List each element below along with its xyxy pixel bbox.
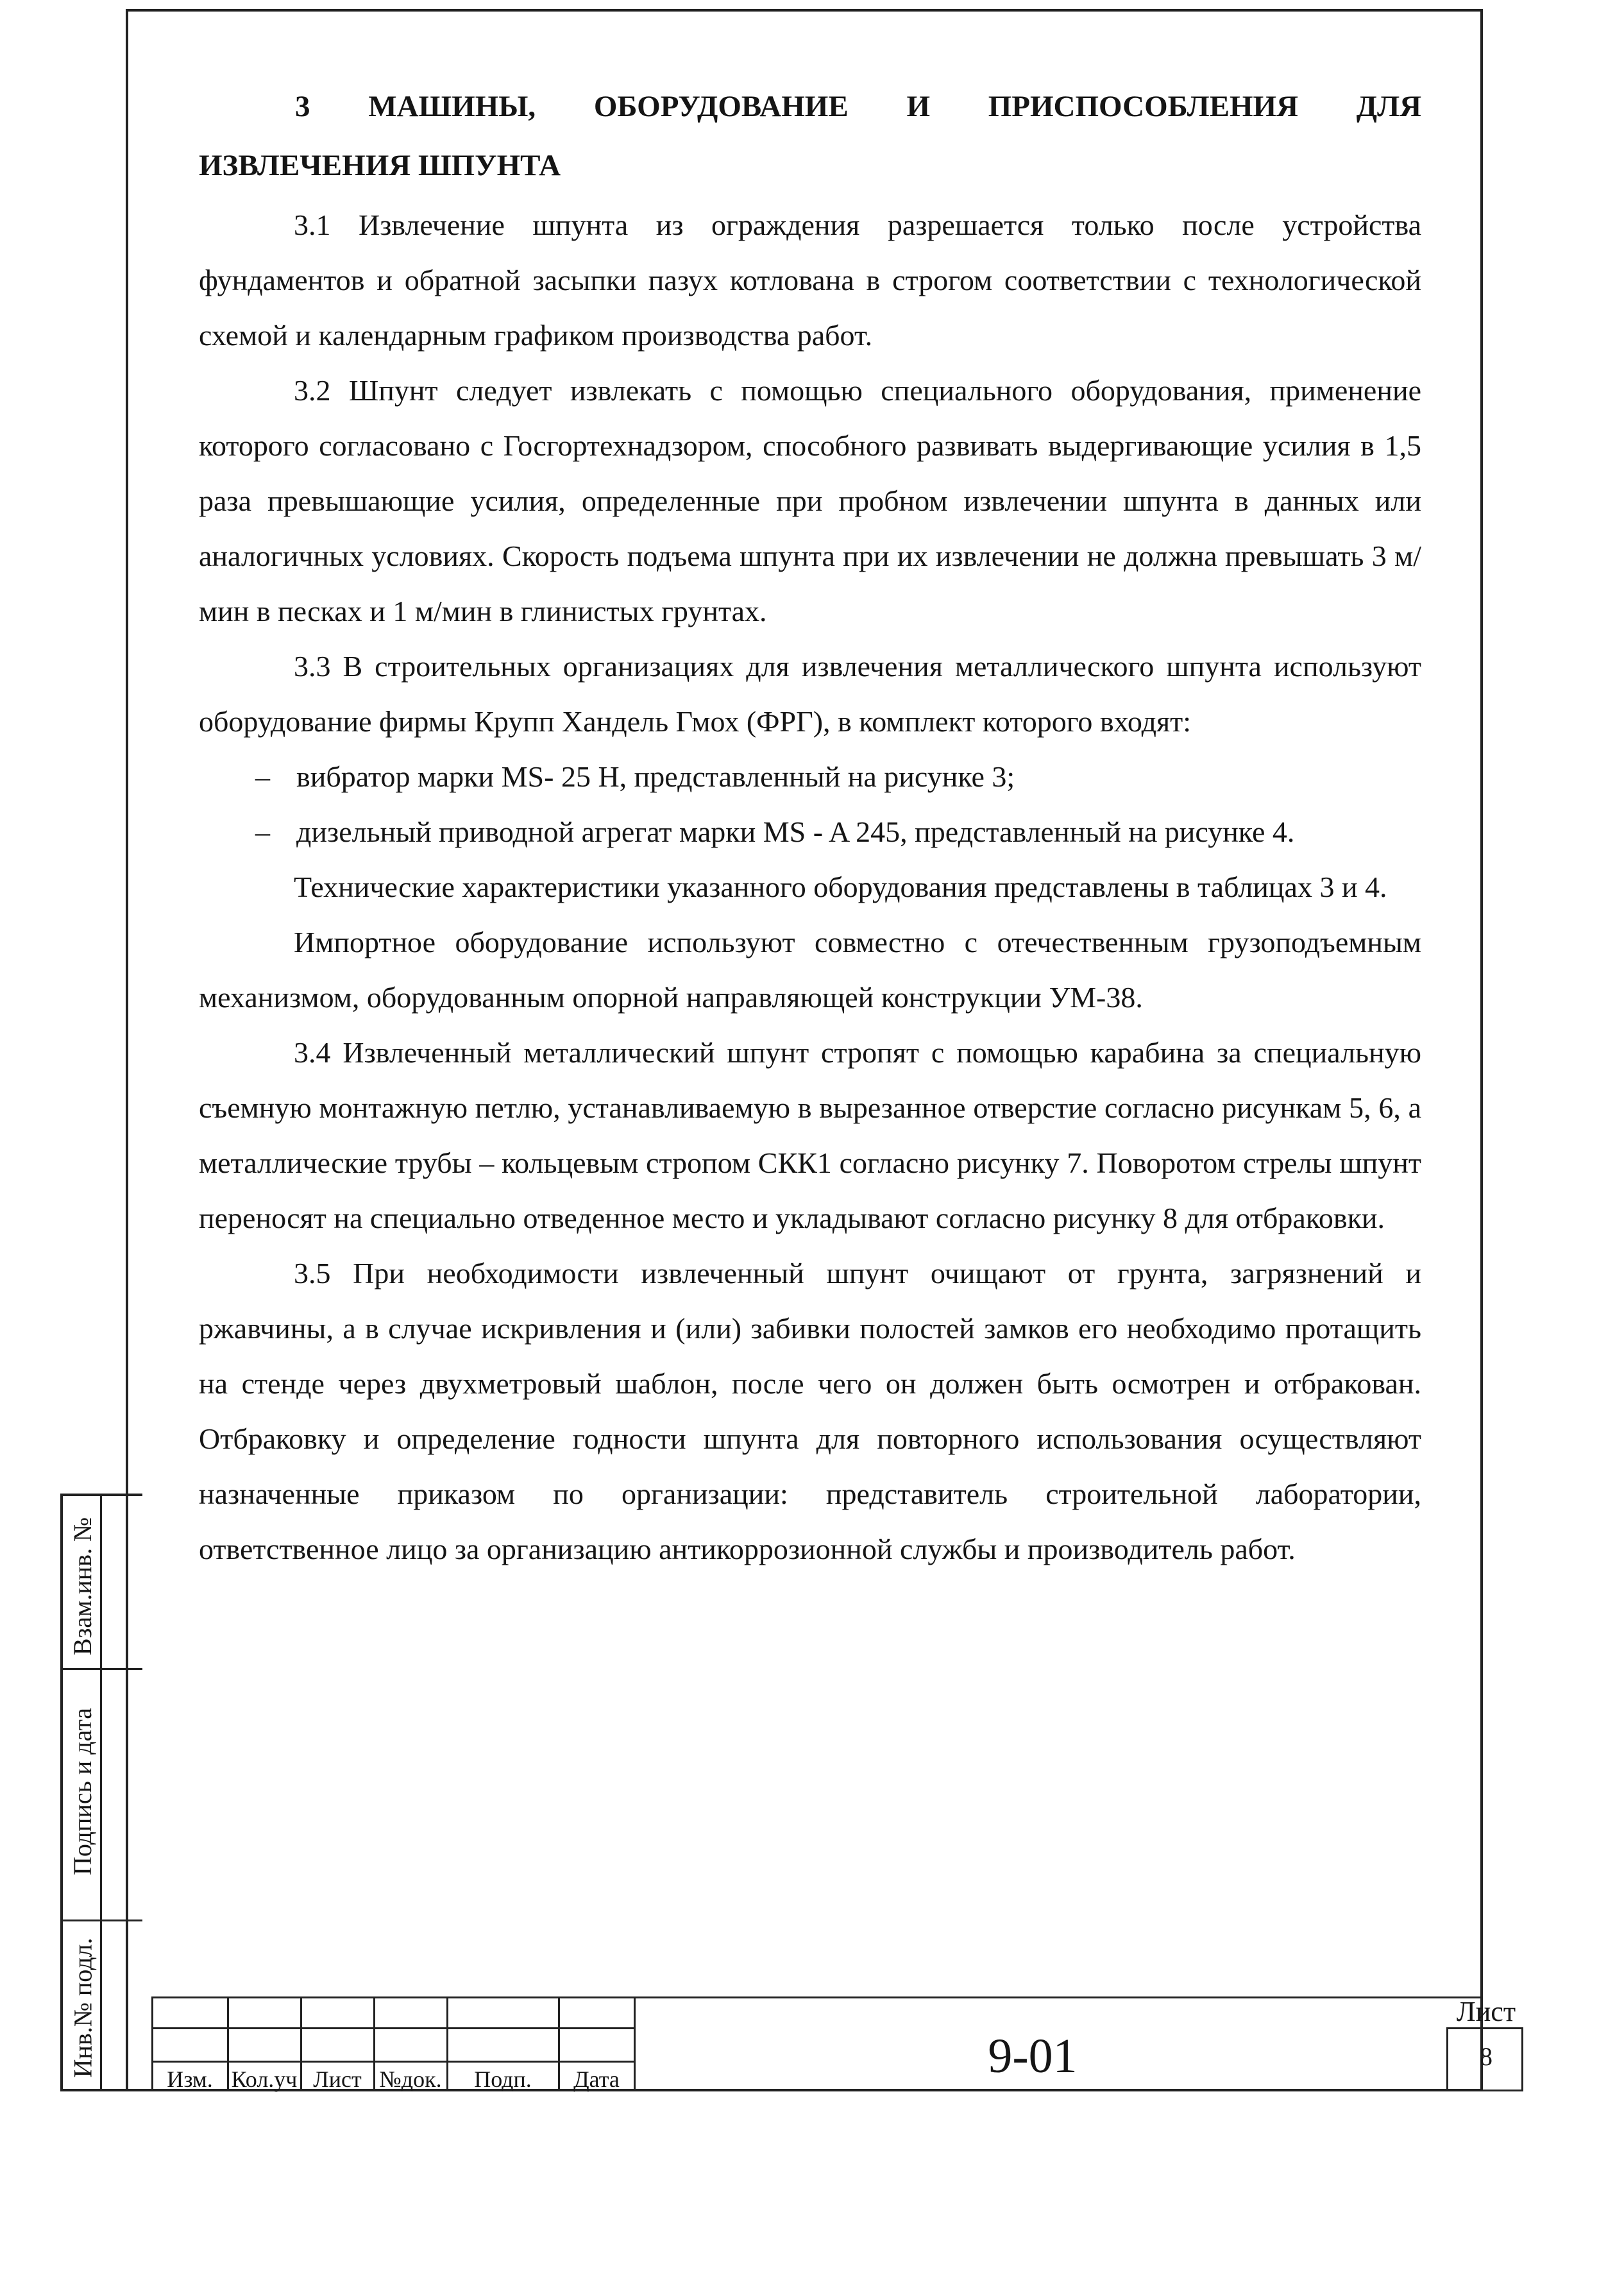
heading-line-1 — [199, 77, 1421, 136]
heading-word: ПРИСПОСОБЛЕНИЯ — [988, 90, 1299, 123]
heading-word: ОБОРУДОВАНИЕ — [593, 90, 849, 123]
section-heading — [199, 77, 1421, 195]
heading-line-2: ИЗВЛЕЧЕНИЯ ШПУНТА — [199, 149, 561, 182]
title-block — [151, 1996, 1483, 2091]
col-izm: Изм. — [167, 2066, 213, 2092]
heading-word: 3 — [295, 90, 310, 123]
list-item — [199, 749, 1421, 804]
side-label-inv-podl — [65, 1927, 100, 2088]
side-label-text: Инв.№ подл. — [68, 1937, 97, 2077]
sheet-label: Лист — [1456, 1996, 1516, 2027]
paragraph-import: Импортное оборудование используют совместно с отечественным грузоподъемным механизмом, оборудованным опорной направляющей конструкции УМ-38. — [199, 926, 1421, 1014]
side-label-zam-inv — [65, 1509, 100, 1663]
equipment-list — [199, 749, 1421, 860]
heading-word: ДЛЯ — [1356, 90, 1422, 123]
col-podp: Подп. — [474, 2066, 532, 2092]
col-kol-uch: Кол.уч — [231, 2066, 298, 2092]
dash-bullet: – — [255, 760, 270, 793]
heading-word: МАШИНЫ, — [368, 90, 536, 123]
list-item-text: дизельный приводной агрегат марки MS - A 245, представленный на рисунке 4. — [296, 815, 1295, 848]
paragraph-3-2: 3.2 Шпунт следует извлекать с помощью специального оборудования, применение которого согласовано с Госгортехнадзором, способного развивать выдергивающие усилия в 1,5 раза превышающие усилия, определенные при пробном извлечении шпунта в данных или аналогичных условиях. Скорость подъема шпунта при их извлечении не должна превышать 3 м/мин в песках и 1 м/мин в глинистых грунтах. — [199, 374, 1421, 627]
col-list: Лист — [313, 2066, 362, 2092]
side-label-text: Взам.инв. № — [68, 1517, 97, 1655]
side-divider — [63, 1668, 142, 1670]
side-divider — [63, 1920, 142, 1921]
title-block-line — [151, 2027, 634, 2029]
document-code: 9-01 — [988, 2029, 1078, 2083]
col-nom-dok: №док. — [379, 2066, 442, 2092]
heading-word: И — [906, 90, 930, 123]
title-block-line — [151, 1996, 1483, 1998]
col-data: Дата — [573, 2066, 620, 2092]
title-block-line — [151, 2061, 634, 2063]
document-body — [199, 77, 1421, 1577]
title-block-line — [634, 1996, 636, 2091]
side-label-podpis — [65, 1682, 100, 1900]
paragraph-3-5: 3.5 При необходимости извлеченный шпунт очищают от грунта, загрязнений и ржавчины, а в случае искривления и (или) забивки полостей замков его необходимо протащить на стенде через двухметровый шаблон, после чего он должен быть осмотрен и отбракован. Отбраковку и определение годности шпунта для повторного использования осуществляют назначенные приказом по организации: представитель строительной лаборатории, ответственное лицо за организацию антикоррозионной службы и производитель работ. — [199, 1257, 1421, 1565]
list-item-text: вибратор марки MS- 25 H, представленный на рисунке 3; — [296, 760, 1015, 793]
side-stamp — [60, 1494, 142, 2091]
paragraph-3-1: 3.1 Извлечение шпунта из ограждения разрешается только после устройства фундаментов и обратной засыпки пазух котлована в строгом соответствии с технологической схемой и календарным графиком производства работ. — [199, 209, 1421, 352]
paragraph-3-4: 3.4 Извлеченный металлический шпунт стропят с помощью карабина за специальную съемную монтажную петлю, устанавливаемую в вырезанное отверстие согласно рисункам 5, 6, а металлические трубы – кольцевым стропом СКК1 согласно рисунку 7. Поворотом стрелы шпунт переносят на специально отведенное место и укладывают согласно рисунку 8 для отбраковки. — [199, 1036, 1421, 1234]
sheet-number: 8 — [1480, 2042, 1493, 2071]
list-item — [199, 804, 1421, 860]
paragraph-tech-specs: Технические характеристики указанного оборудования представлены в таблицах 3 и 4. — [294, 871, 1387, 903]
paragraph-3-3: 3.3 В строительных организациях для извлечения металлического шпунта используют оборудование фирмы Крупп Хандель Гмох (ФРГ), в комплект которого входят: — [199, 650, 1421, 738]
side-label-text: Подпись и дата — [68, 1707, 97, 1875]
dash-bullet: – — [255, 815, 270, 848]
